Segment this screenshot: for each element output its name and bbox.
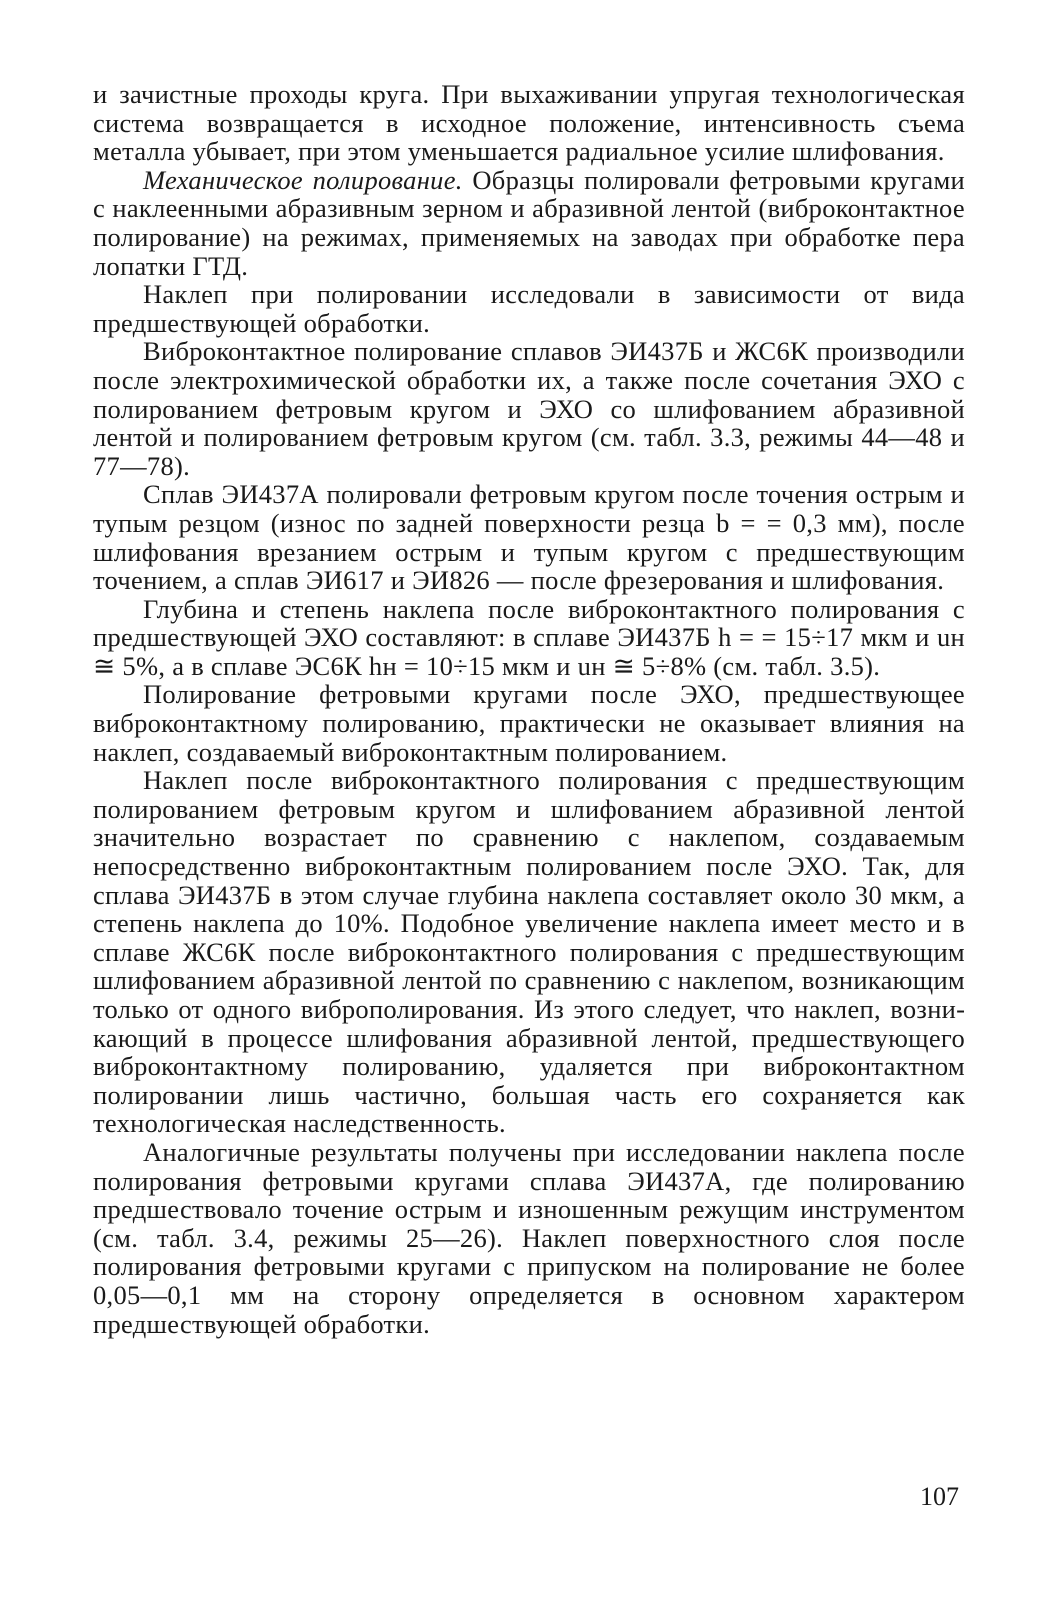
paragraph-5-text: Сплав ЭИ437А полировали фетровым кругом после точения острым и тупым резцом (износ по задней поверхности резца b = = 0,3 мм), после шлифования врезанием острым и тупым кругом с предшествующим точением, а сплав ЭИ617 и ЭИ826 — после фрезерования и шлифования. — [93, 479, 965, 596]
paragraph-9-text: Аналогичные результаты получены при исследовании наклепа после полирования фетровыми кругами сплава ЭИ437А, где полированию предшествовало точение острым и изношенным режущим инструментом (см. табл. 3.4, режимы 25—26). Наклеп поверхностного слоя после полирования фетровыми кругами с припуском на полирование не более 0,05—0,1 мм на сторону определяется в основном характером предшествующей обработки. — [93, 1136, 965, 1339]
paragraph-2 — [93, 166, 965, 280]
paragraph-7-text: Полирование фетровыми кругами после ЭХО, предшествующее виброконтактному полированию, практически не оказывает влияния на наклеп, создаваемый виброконтактным полированием. — [93, 679, 965, 767]
paragraph-8-text: Наклеп после виброконтактного полирования с предшествующим полированием фетровым кругом и шлифованием абразивной лентой значительно возрастает по сравнению с наклепом, создаваемым непосредственно виброконтактным полированием после ЭХО. Так, для сплава ЭИ437Б в этом случае глубина наклепа составляет около 30 мкм, а степень наклепа до 10%. Подобное увеличение наклепа имеет место и в сплаве ЖС6К после виброконтактного полирования с предшествующим шлифованием абразивной лентой по сравнению с наклепом, возникающим только от одного виброполирования. Из этого следует, что наклеп, возникающий в процессе шлифования абразивной лентой, предшествующего виброконтактному полированию, удаляется при виброконтактном полировании лишь частично, большая часть его сохраняется как технологическая наследственность. — [93, 765, 965, 1139]
paragraph-3 — [93, 280, 965, 337]
paragraph-7 — [93, 680, 965, 766]
paragraph-4 — [93, 337, 965, 480]
paragraph-8 — [93, 766, 965, 1138]
paragraph-6-text: Глубина и степень наклепа после виброконтактного полирования с предшествующей ЭХО составляют: в сплаве ЭИ437Б h = = 15÷17 мкм и uн ≅ 5%, а в сплаве ЭС6К hн = 10÷15 мкм и uн ≅ 5÷8% (см. табл. 3.5). — [93, 593, 965, 681]
paragraph-2-text: Образцы полировали фетровыми кругами с наклеенными абразивным зерном и абразивной лентой (виброконтактное полирование) на режимах, применяемых на заводах при обработке пера лопатки ГТД. — [93, 164, 965, 281]
page-number: 107 — [920, 1482, 959, 1511]
paragraph-1-text: и зачистные проходы круга. При выхаживании упругая технологическая система возвращается в исходное положение, интенсивность съема металла убывает, при этом уменьшается радиальное усилие шлифования. — [93, 79, 965, 167]
paragraph-4-text: Виброконтактное полирование сплавов ЭИ437Б и ЖС6К производили после электрохимической обработки их, а также после сочетания ЭХО с полированием фетровым кругом и ЭХО со шлифованием абразивной лентой и полированием фетровым кругом (см. табл. 3.3, режимы 44—48 и 77—78). — [93, 336, 965, 481]
paragraph-5 — [93, 480, 965, 594]
paragraph-1 — [93, 80, 965, 166]
paragraph-9 — [93, 1138, 965, 1338]
paragraph-6 — [93, 595, 965, 681]
document-page — [93, 80, 965, 1338]
paragraph-2-lead: Механическое полирование. — [143, 164, 463, 195]
paragraph-3-text: Наклеп при полировании исследовали в зависимости от вида предшествующей обработки. — [93, 279, 965, 338]
